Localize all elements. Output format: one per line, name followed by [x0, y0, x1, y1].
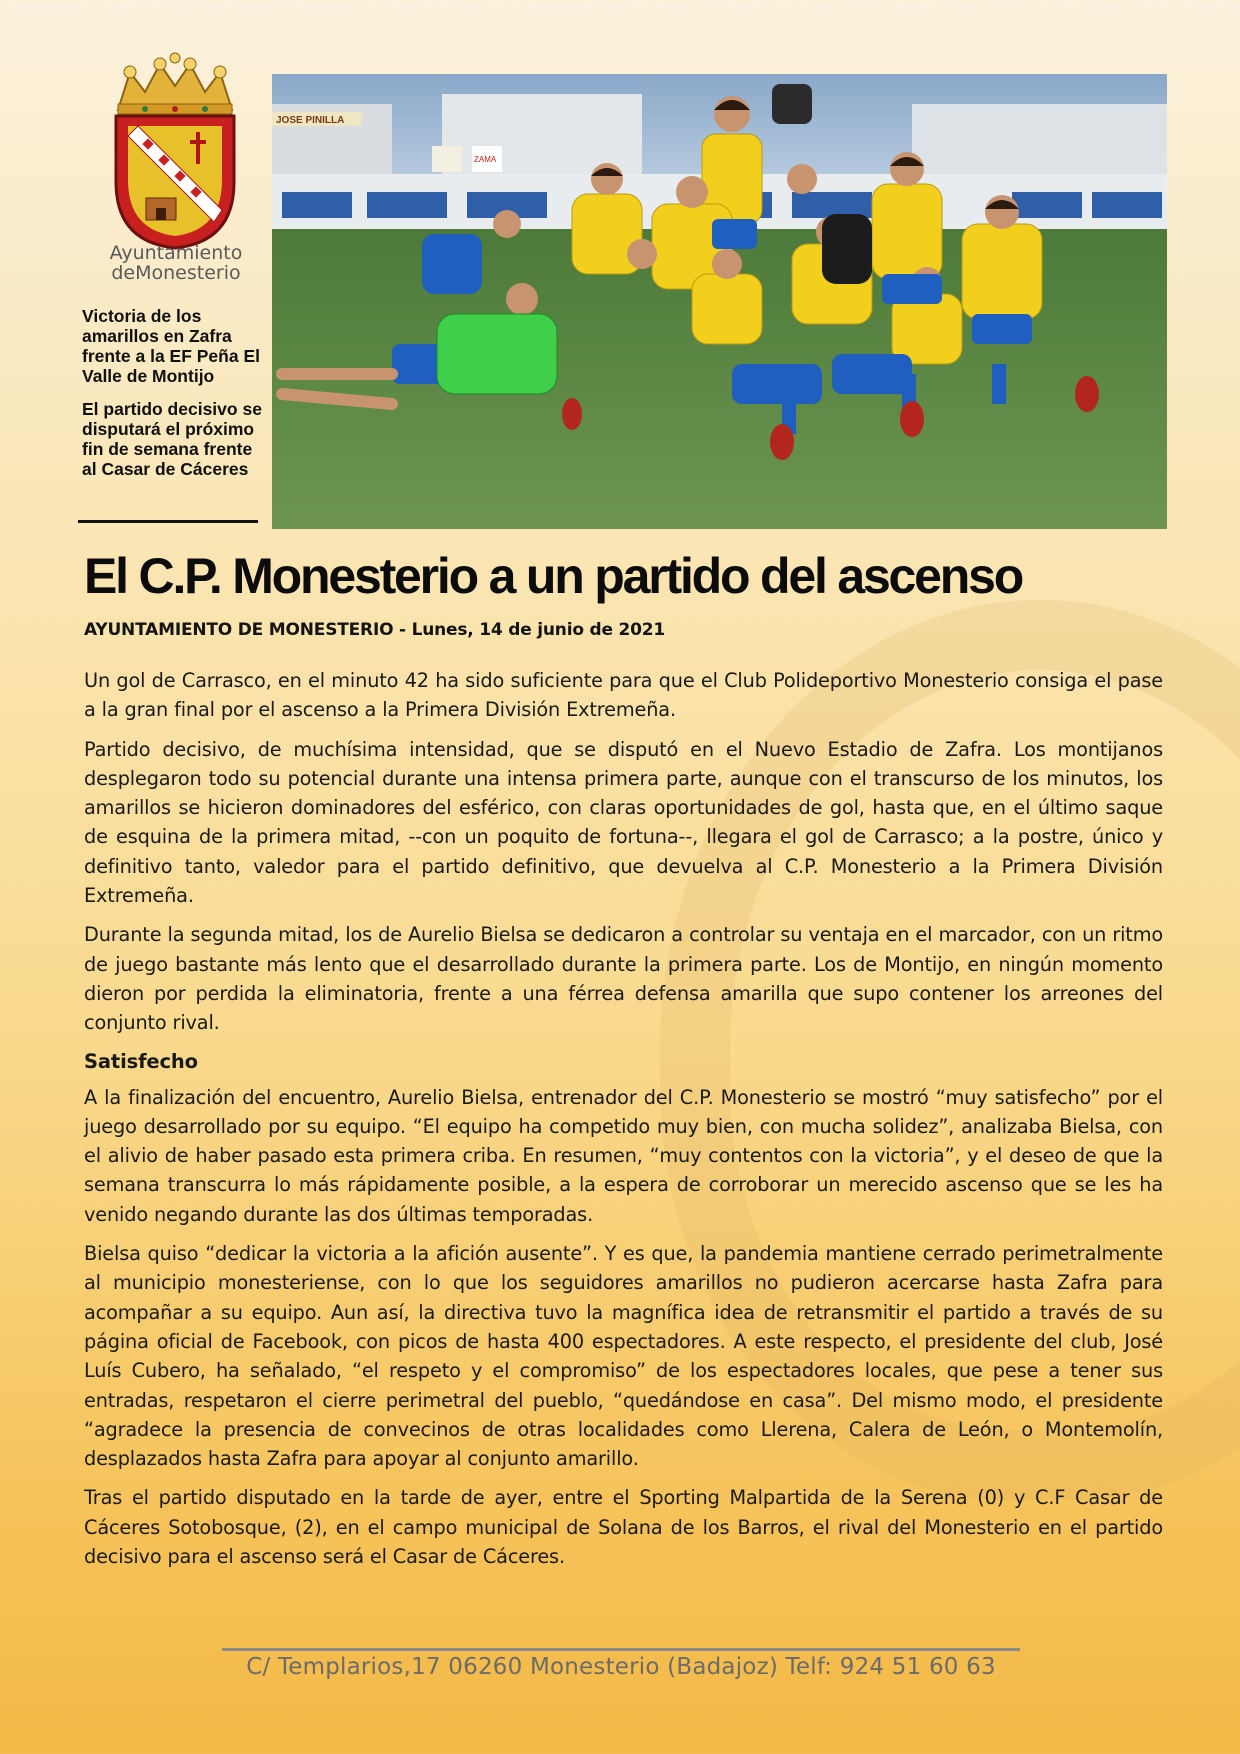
article-byline: AYUNTAMIENTO DE MONESTERIO - Lunes, 14 de junio de 2021	[84, 620, 666, 640]
stadium-sign-text: JOSE PINILLA	[276, 115, 345, 126]
town-logo-wordmark	[86, 244, 266, 284]
logo-line-2: deMonesterio	[111, 261, 241, 284]
sidebar-blurb-2: El partido decisivo se disputará el próximo fin de semana frente al Casar de Cáceres	[82, 399, 262, 479]
team-celebration-photo	[272, 74, 1167, 529]
sidebar-divider	[78, 520, 258, 523]
ad-board-text: ZAMA	[474, 155, 497, 164]
article-title: El C.P. Monesterio a un partido del ascenso	[84, 548, 1023, 604]
sidebar-summary	[82, 306, 262, 492]
article-paragraph-4: A la finalización del encuentro, Aurelio Bielsa, entrenador del C.P. Monesterio se mostró “muy satisfecho” por el juego desarrollado por su equipo. “El equipo ha competido muy bien, con mucha solidez”, analizaba Bielsa, con el alivio de haber pasado esta primera criba. En resumen, “muy contentos con la victoria”, y el deseo de que la semana transcurra lo más rápidamente posible, a la espera de corroborar un merecido ascenso que se les ha venido negando durante las dos últimas temporadas.	[84, 1085, 1163, 1226]
article-body	[84, 666, 1163, 1581]
article-paragraph-6: Tras el partido disputado en la tarde de ayer, entre el Sporting Malpartida de la Serena (0) y C.F Casar de Cáceres Sotobosque, (2), en el campo municipal de Solana de los Barros, el rival del Monesterio en el partido decisivo para el ascenso será el Casar de Cáceres.	[84, 1486, 1163, 1569]
logo-line-1: Ayuntamiento	[109, 242, 243, 264]
article-paragraph-2: Partido decisivo, de muchísima intensidad, que se disputó en el Nuevo Estadio de Zafra. Los montijanos desplegaron todo su potencial durante una intensa primera parte, aunque con el transcurso de los minutos, los amarillos se hicieron dominadores del esférico, con claras oportunidades de gol, hasta que, en el último saque de esquina de la primera mitad, --con un poquito de fortuna--, llegara el gol de Carrasco; a la postre, único y definitivo tanto, valedor para el partido definitivo, que devuelva al C.P. Monesterio a la Primera División Extremeña.	[84, 737, 1163, 908]
article-paragraph-1: Un gol de Carrasco, en el minuto 42 ha sido suficiente para que el Club Polideportivo Monesterio consiga el pase a la gran final por el ascenso a la Primera División Extremeña.	[84, 669, 1163, 722]
footer-address: C/ Templarios,17 06260 Monesterio (Badajoz) Telf: 924 51 60 63	[246, 1654, 996, 1680]
article-paragraph-3: Durante la segunda mitad, los de Aurelio Bielsa se dedicaron a controlar su ventaja en el marcador, con un ritmo de juego bastante más lento que el desarrollado durante la primera parte. Los de Montijo, en ningún momento dieron por perdida la eliminatoria, frente a una férrea defensa amarilla que supo contener los arreones del conjunto rival.	[84, 923, 1163, 1035]
article-paragraph-5: Bielsa quiso “dedicar la victoria a la afición ausente”. Y es que, la pandemia mantiene cerrado perimetralmente al municipio monesteriense, con lo que los seguidores amarillos no pudieron acercarse hasta Zafra para acompañar a su equipo. Aun así, la directiva tuvo la magnífica idea de retransmitir el partido a través de su página oficial de Facebook, con picos de hasta 400 espectadores. A este respecto, el presidente del club, José Luís Cubero, ha señalado, “el respeto y el compromiso” de los espectadores locales, que pese a tener sus entradas, respetaron el cierre perimetral del pueblo, “quedándose en casa”. Del mismo modo, el presidente “agradece la presencia de convecinos de otras localidades como Llerena, Calera de León, o Montemolín, desplazados hasta Zafra para apoyar al conjunto amarillo.	[84, 1242, 1163, 1471]
footer-divider	[222, 1648, 1020, 1651]
article-subheading: Satisfecho	[84, 1049, 198, 1073]
sidebar-blurb-1: Victoria de los amarillos en Zafra frente a la EF Peña El Valle de Montijo	[82, 306, 260, 386]
